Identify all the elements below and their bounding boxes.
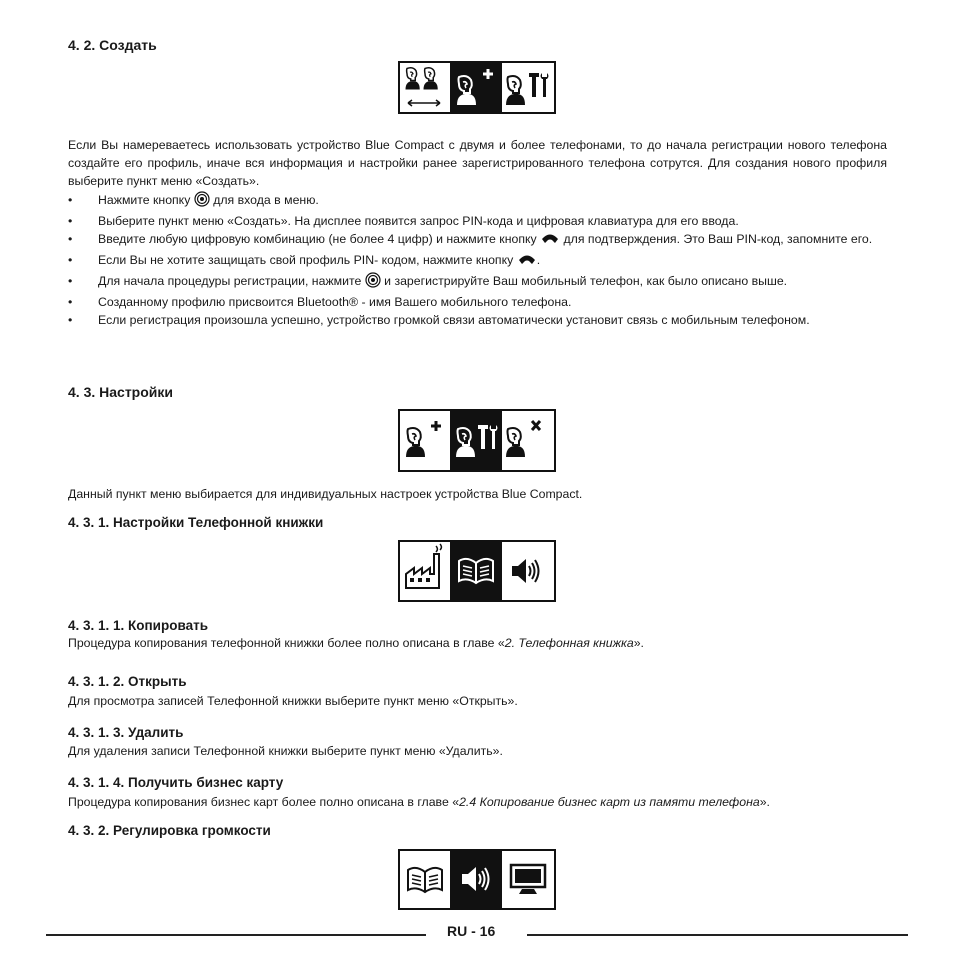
profile-settings-icon	[506, 73, 549, 105]
section-heading-settings: 4. 3. Настройки	[68, 384, 173, 400]
factory-icon	[406, 544, 442, 588]
footer-rule-right	[527, 934, 908, 936]
profile-add-icon	[406, 421, 441, 457]
list-item: • Для начала процедуры регистрации, нажмите и зарегистрируйте Ваш мобильный телефон, как было описано выше.	[68, 272, 887, 293]
section-heading-copy: 4. 3. 1. 1. Копировать	[68, 618, 209, 633]
profile-delete-icon	[506, 421, 540, 457]
display-volume-menu	[398, 849, 556, 910]
monitor-icon	[511, 865, 545, 894]
call-button-icon	[540, 232, 560, 251]
section-heading-phonebook-settings: 4. 3. 1. Настройки Телефонной книжки	[68, 515, 324, 530]
menu-button-icon	[194, 191, 210, 212]
business-card-text: Процедура копирования бизнес карт более полно описана в главе «2.4 Копирование бизнес карт из памяти телефона».	[68, 795, 770, 809]
settings-text: Данный пункт меню выбирается для индивидуальных настроек устройства Blue Compact.	[68, 487, 583, 501]
section-heading-open: 4. 3. 1. 2. Открыть	[68, 674, 187, 689]
create-intro: Если Вы намереваетесь использовать устройство Blue Compact с двумя и более телефонами, то до начала регистрации нового телефона создайте его профиль, иначе вся информация и настройки ранее зарегистрированного телефона сотрутся. Для создания нового профиля выберите пункт меню «Создать».	[68, 138, 887, 188]
page-number: RU - 16	[447, 923, 496, 939]
display-phonebook-menu	[398, 540, 556, 602]
list-item: • Если Вы не хотите защищать свой профиль PIN- кодом, нажмите кнопку .	[68, 251, 887, 272]
chapter-reference: 2. Телефонная книжка	[504, 636, 634, 650]
speaker-icon	[512, 559, 539, 583]
section-heading-delete: 4. 3. 1. 3. Удалить	[68, 725, 184, 740]
open-text: Для просмотра записей Телефонной книжки выберите пункт меню «Открыть».	[68, 694, 518, 708]
section-heading-volume: 4. 3. 2. Регулировка громкости	[68, 823, 271, 838]
display-create-menu	[398, 61, 556, 114]
delete-text: Для удаления записи Телефонной книжки выберите пункт меню «Удалить».	[68, 744, 503, 758]
list-item: • Нажмите кнопку для входа в меню.	[68, 191, 887, 212]
copy-text: Процедура копирования телефонной книжки более полно описана в главе «2. Телефонная книжка».	[68, 636, 644, 650]
section-heading-create: 4. 2. Создать	[68, 37, 157, 53]
call-button-icon	[517, 253, 537, 272]
footer-rule-left	[46, 934, 426, 936]
display-settings-menu	[398, 409, 556, 472]
list-item: • Если регистрация произошла успешно, устройство громкой связи автоматически установит связь с мобильным телефоном.	[68, 311, 887, 329]
profiles-switch-icon	[406, 68, 441, 106]
list-item: • Выберите пункт меню «Создать». На дисплее появится запрос PIN-кода и цифровая клавиатура для его ввода.	[68, 212, 887, 230]
section-heading-business-card: 4. 3. 1. 4. Получить бизнес карту	[68, 775, 284, 790]
menu-button-icon	[365, 272, 381, 293]
list-item: • Введите любую цифровую комбинацию (не более 4 цифр) и нажмите кнопку для подтверждения. Это Ваш PIN-код, запомните его.	[68, 230, 887, 251]
chapter-reference: 2.4 Копирование бизнес карт из памяти телефона	[459, 795, 760, 809]
phonebook-icon	[408, 868, 442, 892]
create-steps	[68, 191, 887, 329]
list-item: • Созданному профилю присвоится Bluetooth® - имя Вашего мобильного телефона.	[68, 293, 887, 311]
